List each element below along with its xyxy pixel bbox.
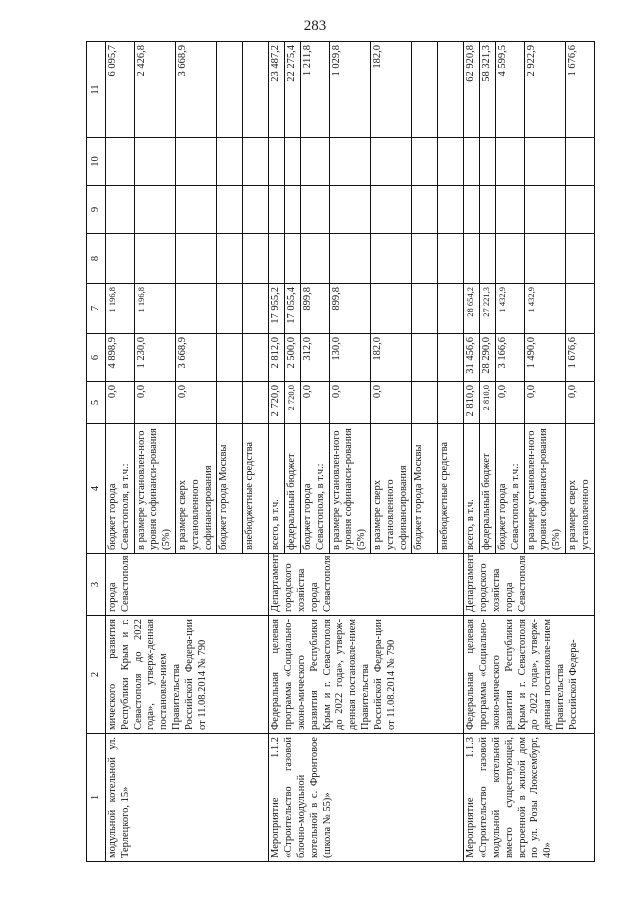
- value-cell-c6: 3 166,6: [495, 334, 524, 382]
- value-cell-c5: 2 720,0: [285, 382, 301, 424]
- value-cell-c11: 62 920,8: [464, 42, 480, 138]
- value-cell-c6: 312,0: [300, 334, 329, 382]
- value-cell-c6: 28 290,0: [480, 334, 496, 382]
- value-cell-c10: [370, 138, 411, 186]
- value-cell-c10: [524, 138, 565, 186]
- funding-source-cell: всего, в т.ч.: [269, 424, 285, 554]
- value-cell-c11: 3 668,9: [175, 42, 216, 138]
- value-cell-c9: [524, 186, 565, 234]
- value-cell-c8: [217, 234, 243, 284]
- funding-source-cell: в размере сверх установленного: [565, 424, 594, 554]
- program-cell: мического развития Республики Крым и г. Севастополя до 2022 года», утверж-денная постановле-нием Правительства Российской Федера-ции от 11.08.2014 № 790: [106, 616, 269, 734]
- activity-cell: Мероприятие 1.1.2 «Строительство газовой блочно-модульной котельной в с. Фронтовое (школа № 55)»: [269, 734, 464, 862]
- value-cell-c6: 182,0: [370, 334, 411, 382]
- value-cell-c11: [412, 42, 438, 138]
- value-cell-c8: [464, 234, 480, 284]
- value-cell-c5: 0,0: [134, 382, 175, 424]
- executor-cell: Департамент городского хозяйства города Севастополя: [269, 554, 464, 616]
- value-cell-c9: [565, 186, 594, 234]
- col-header: 8: [87, 234, 106, 284]
- value-cell-c5: 0,0: [565, 382, 594, 424]
- funding-source-cell: в размере установлен-ного уровня софинанси-рования (5%): [329, 424, 370, 554]
- value-cell-c11: 2 922,9: [524, 42, 565, 138]
- value-cell-c9: [285, 186, 301, 234]
- activity-cell: Мероприятие 1.1.3 «Строительство газовой модульной котельной вместо существующей, встроенной в жилой дом по ул. Розы Люксембург, 40»: [464, 734, 594, 862]
- value-cell-c9: [329, 186, 370, 234]
- value-cell-c11: 182,0: [370, 42, 411, 138]
- funding-source-cell: федеральный бюджет: [285, 424, 301, 554]
- value-cell-c9: [495, 186, 524, 234]
- col-header: 1: [87, 734, 106, 862]
- value-cell-c11: [217, 42, 243, 138]
- value-cell-c8: [480, 234, 496, 284]
- value-cell-c6: 1 676,6: [565, 334, 594, 382]
- value-cell-c8: [134, 234, 175, 284]
- value-cell-c9: [106, 186, 135, 234]
- table-row: [269, 42, 285, 862]
- value-cell-c11: 4 599,5: [495, 42, 524, 138]
- value-cell-c8: [243, 234, 269, 284]
- value-cell-c6: 130,0: [329, 334, 370, 382]
- value-cell-c10: [175, 138, 216, 186]
- value-cell-c7: [565, 284, 594, 334]
- col-header: 2: [87, 616, 106, 734]
- header-row: [87, 42, 106, 862]
- value-cell-c11: 1 029,8: [329, 42, 370, 138]
- funding-source-cell: в размере установлен-ного уровня софинанси-рования (5%): [134, 424, 175, 554]
- value-cell-c10: [134, 138, 175, 186]
- value-cell-c10: [464, 138, 480, 186]
- program-cell: Федеральная целевая программа «Социально-эконо-мического развития Республики Крым и г. Севастополя до 2022 года», утверж-денная постановле-нием Правительства Российской Федера-ции от 11.08.2014 № 790: [269, 616, 464, 734]
- value-cell-c8: [565, 234, 594, 284]
- value-cell-c5: [438, 382, 464, 424]
- value-cell-c11: [243, 42, 269, 138]
- value-cell-c7: 1 432,9: [524, 284, 565, 334]
- value-cell-c10: [412, 138, 438, 186]
- table-row: [464, 42, 480, 862]
- value-cell-c8: [329, 234, 370, 284]
- table-body: [106, 42, 595, 862]
- value-cell-c7: [438, 284, 464, 334]
- value-cell-c7: 1 196,8: [134, 284, 175, 334]
- col-header: 10: [87, 138, 106, 186]
- col-header: 4: [87, 424, 106, 554]
- value-cell-c9: [269, 186, 285, 234]
- value-cell-c6: 4 898,9: [106, 334, 135, 382]
- value-cell-c7: [412, 284, 438, 334]
- value-cell-c7: 1 432,9: [495, 284, 524, 334]
- activity-cell: модульной котельной ул. Терлецкого, 15»: [106, 734, 269, 862]
- value-cell-c8: [370, 234, 411, 284]
- value-cell-c9: [480, 186, 496, 234]
- value-cell-c11: 2 426,8: [134, 42, 175, 138]
- value-cell-c11: 23 487,2: [269, 42, 285, 138]
- value-cell-c10: [329, 138, 370, 186]
- value-cell-c11: [438, 42, 464, 138]
- value-cell-c7: 899,8: [329, 284, 370, 334]
- value-cell-c10: [495, 138, 524, 186]
- value-cell-c5: 0,0: [300, 382, 329, 424]
- funding-source-cell: бюджет города Москвы: [412, 424, 438, 554]
- value-cell-c8: [300, 234, 329, 284]
- funding-source-cell: в размере установлен-ного уровня софинанси-рования (5%): [524, 424, 565, 554]
- value-cell-c8: [106, 234, 135, 284]
- funding-source-cell: федеральный бюджет: [480, 424, 496, 554]
- value-cell-c10: [285, 138, 301, 186]
- program-cell: Федеральная целевая программа «Социально-эконо-мического развития Республики Крым и г. Севастополя до 2022 года», утверж-денная постановле-нием Правительства Российской Федера-: [464, 616, 594, 734]
- funding-source-cell: бюджет города Севастополя, в т.ч.:: [495, 424, 524, 554]
- value-cell-c5: 0,0: [329, 382, 370, 424]
- rotated-table: [86, 42, 591, 862]
- value-cell-c5: 0,0: [370, 382, 411, 424]
- col-header: 9: [87, 186, 106, 234]
- value-cell-c7: [243, 284, 269, 334]
- value-cell-c9: [175, 186, 216, 234]
- value-cell-c5: 0,0: [524, 382, 565, 424]
- value-cell-c7: 17 955,2: [269, 284, 285, 334]
- col-header: 7: [87, 284, 106, 334]
- value-cell-c8: [438, 234, 464, 284]
- value-cell-c5: 0,0: [495, 382, 524, 424]
- value-cell-c9: [134, 186, 175, 234]
- value-cell-c6: 2 812,0: [269, 334, 285, 382]
- rotated-table-frame: [86, 42, 591, 862]
- value-cell-c11: 1 676,6: [565, 42, 594, 138]
- value-cell-c6: 31 456,6: [464, 334, 480, 382]
- value-cell-c7: 28 654,2: [464, 284, 480, 334]
- col-header: 3: [87, 554, 106, 616]
- page-number: 283: [303, 18, 327, 34]
- value-cell-c8: [495, 234, 524, 284]
- value-cell-c10: [438, 138, 464, 186]
- funding-source-cell: бюджет города Москвы: [217, 424, 243, 554]
- value-cell-c11: 1 211,8: [300, 42, 329, 138]
- value-cell-c5: [243, 382, 269, 424]
- value-cell-c11: 58 321,3: [480, 42, 496, 138]
- value-cell-c10: [217, 138, 243, 186]
- value-cell-c9: [300, 186, 329, 234]
- table-row: [106, 42, 135, 862]
- value-cell-c10: [106, 138, 135, 186]
- value-cell-c6: 2 500,0: [285, 334, 301, 382]
- value-cell-c6: [217, 334, 243, 382]
- value-cell-c5: [412, 382, 438, 424]
- value-cell-c7: 27 221,3: [480, 284, 496, 334]
- value-cell-c9: [412, 186, 438, 234]
- value-cell-c6: 3 668,9: [175, 334, 216, 382]
- executor-cell: Департамент городского хозяйства города Севастополя: [464, 554, 594, 616]
- value-cell-c9: [464, 186, 480, 234]
- value-cell-c5: 2 810,0: [480, 382, 496, 424]
- value-cell-c6: 1 230,0: [134, 334, 175, 382]
- value-cell-c5: 2 810,0: [464, 382, 480, 424]
- value-cell-c8: [285, 234, 301, 284]
- value-cell-c7: [217, 284, 243, 334]
- value-cell-c9: [370, 186, 411, 234]
- value-cell-c10: [480, 138, 496, 186]
- value-cell-c5: 0,0: [175, 382, 216, 424]
- value-cell-c9: [243, 186, 269, 234]
- funding-source-cell: бюджет города Севастополя, в т.ч.:: [106, 424, 135, 554]
- funding-source-cell: всего, в т.ч.: [464, 424, 480, 554]
- funding-source-cell: внебюджетные средства: [438, 424, 464, 554]
- value-cell-c8: [412, 234, 438, 284]
- value-cell-c7: [175, 284, 216, 334]
- funding-source-cell: внебюджетные средства: [243, 424, 269, 554]
- value-cell-c8: [269, 234, 285, 284]
- value-cell-c9: [438, 186, 464, 234]
- value-cell-c9: [217, 186, 243, 234]
- value-cell-c8: [524, 234, 565, 284]
- value-cell-c5: [217, 382, 243, 424]
- col-header: 5: [87, 382, 106, 424]
- value-cell-c10: [300, 138, 329, 186]
- value-cell-c6: [243, 334, 269, 382]
- value-cell-c7: 17 055,4: [285, 284, 301, 334]
- value-cell-c10: [243, 138, 269, 186]
- value-cell-c11: 22 275,4: [285, 42, 301, 138]
- value-cell-c6: [438, 334, 464, 382]
- executor-cell: города Севастополя: [106, 554, 269, 616]
- value-cell-c7: 899,8: [300, 284, 329, 334]
- funding-source-cell: бюджет города Севастополя, в т.ч.:: [300, 424, 329, 554]
- col-header: 11: [87, 42, 106, 138]
- value-cell-c5: 0,0: [106, 382, 135, 424]
- value-cell-c7: [370, 284, 411, 334]
- funding-source-cell: в размере сверх установленного софинансирования: [370, 424, 411, 554]
- value-cell-c5: 2 720,0: [269, 382, 285, 424]
- value-cell-c8: [175, 234, 216, 284]
- value-cell-c6: [412, 334, 438, 382]
- col-header: 6: [87, 334, 106, 382]
- value-cell-c10: [269, 138, 285, 186]
- value-cell-c6: 1 490,0: [524, 334, 565, 382]
- funding-source-cell: в размере сверх установленного софинансирования: [175, 424, 216, 554]
- value-cell-c11: 6 095,7: [106, 42, 135, 138]
- budget-table: [86, 41, 595, 862]
- value-cell-c10: [565, 138, 594, 186]
- value-cell-c7: 1 196,8: [106, 284, 135, 334]
